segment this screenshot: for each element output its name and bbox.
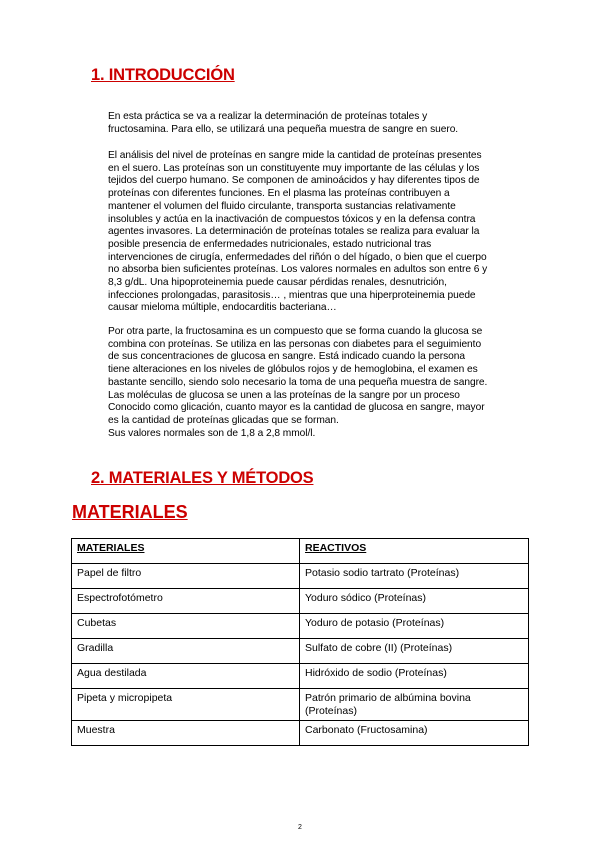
paragraph-line: agentes invasores. La determinación de proteínas totales se realiza para evaluar la [108, 226, 480, 238]
paragraph-line: Conocido como glicación, cuanto mayor es la cantidad de glucosa en sangre, mayor [108, 402, 485, 414]
reactivo-cell: Potasio sodio tartrato (Proteínas) [300, 564, 529, 589]
intro-paragraph-2 [108, 150, 528, 315]
paragraph-line: causar mieloma múltiple, endocarditis bacteriana… [108, 302, 337, 314]
materiales-subheading: MATERIALES [72, 502, 188, 522]
paragraph-line: Por otra parte, la fructosamina es un compuesto que se forma cuando la glucosa se [108, 326, 483, 337]
page-number: 2 [298, 824, 302, 831]
material-cell: Cubetas [72, 614, 300, 639]
material-cell: Agua destilada [72, 664, 300, 689]
paragraph-line: es la cantidad de proteínas glicadas que se forman. [108, 414, 339, 426]
paragraph-line: tiene alteraciones en los niveles de glóbulos rojos y de hemoglobina, el examen es [108, 364, 478, 376]
paragraph-line: posible presencia de enfermedades nutricionales, estado nutricional tras [108, 238, 432, 250]
intro-paragraph-1 [108, 111, 528, 136]
section-1-heading: 1. INTRODUCCIÓN [91, 66, 235, 84]
material-cell: Pipeta y micropipeta [72, 689, 300, 721]
material-cell: Muestra [72, 721, 300, 746]
table-row [72, 664, 529, 689]
reactivo-cell: Patrón primario de albúmina bovina (Proteínas) [300, 689, 529, 721]
table-header-row [72, 539, 529, 564]
table-row [72, 721, 529, 746]
table-row [72, 589, 529, 614]
paragraph-line: proteínas con diferentes funciones. En el plasma las proteínas contribuyen a [108, 188, 450, 200]
material-cell: Gradilla [72, 639, 300, 664]
paragraph-line: combina con proteínas. Se utiliza en las personas con diabetes para el seguimiento [108, 338, 482, 350]
paragraph-line: infecciones prolongadas, parasitosis… , mientras que una hiperproteinemia puede [108, 289, 476, 301]
paragraph-line: insolubles y actúa en la inactivación de compuestos tóxicos y en la defensa contra [108, 213, 476, 225]
paragraph-line: bastante sencillo, siendo solo necesario la toma de una pequeña muestra de sangre. [108, 376, 488, 388]
section-2-heading: 2. MATERIALES Y MÉTODOS [91, 469, 314, 487]
intro-paragraph-3 [108, 326, 528, 440]
paragraph-line: Sus valores normales son de 1,8 a 2,8 mmol/l. [108, 427, 316, 439]
reactivo-cell: Yoduro de potasio (Proteínas) [300, 614, 529, 639]
table-row [72, 689, 529, 721]
column-header-reactivos: REACTIVOS [300, 539, 529, 564]
reactivo-cell: Carbonato (Fructosamina) [300, 721, 529, 746]
materials-table [71, 538, 529, 746]
reactivo-cell: Yoduro sódico (Proteínas) [300, 589, 529, 614]
table-row [72, 564, 529, 589]
material-cell: Papel de filtro [72, 564, 300, 589]
paragraph-line: fructosamina. Para ello, se utilizará una pequeña muestra de sangre en suero. [108, 123, 459, 135]
paragraph-line: En esta práctica se va a realizar la determinación de proteínas totales y [108, 111, 428, 122]
table-row [72, 639, 529, 664]
paragraph-line: 8,3 g/dL. Una hipoproteinemia puede causar pérdidas renales, desnutrición, [108, 277, 447, 289]
reactivo-cell: Sulfato de cobre (II) (Proteínas) [300, 639, 529, 664]
column-header-materiales: MATERIALES [72, 539, 300, 564]
paragraph-line: tejidos del cuerpo humano. Se componen de aminoácidos y hay diferentes tipos de [108, 175, 480, 187]
paragraph-line: de sus concentraciones de glucosa en sangre. Está indicado cuando la persona [108, 351, 465, 363]
material-cell: Espectrofotómetro [72, 589, 300, 614]
paragraph-line: no absorba bien suficientes proteínas. Los valores normales en adultos son entre 6 y [108, 264, 488, 276]
paragraph-line: mantener el volumen del fluido circulante, transporta sustancias relativamente [108, 200, 456, 212]
reactivo-cell: Hidróxido de sodio (Proteínas) [300, 664, 529, 689]
paragraph-line: Las moléculas de glucosa se unen a las proteínas de la sangre por un proceso [108, 389, 460, 401]
paragraph-line: en el suero. Las proteínas son un constituyente muy importante de las células y los [108, 162, 480, 174]
paragraph-line: intervenciones de cirugía, enfermedades del riñón o del hígado, o bien que el cuerpo [108, 251, 487, 263]
paragraph-line: El análisis del nivel de proteínas en sangre mide la cantidad de proteínas presentes [108, 150, 482, 161]
table-row [72, 614, 529, 639]
